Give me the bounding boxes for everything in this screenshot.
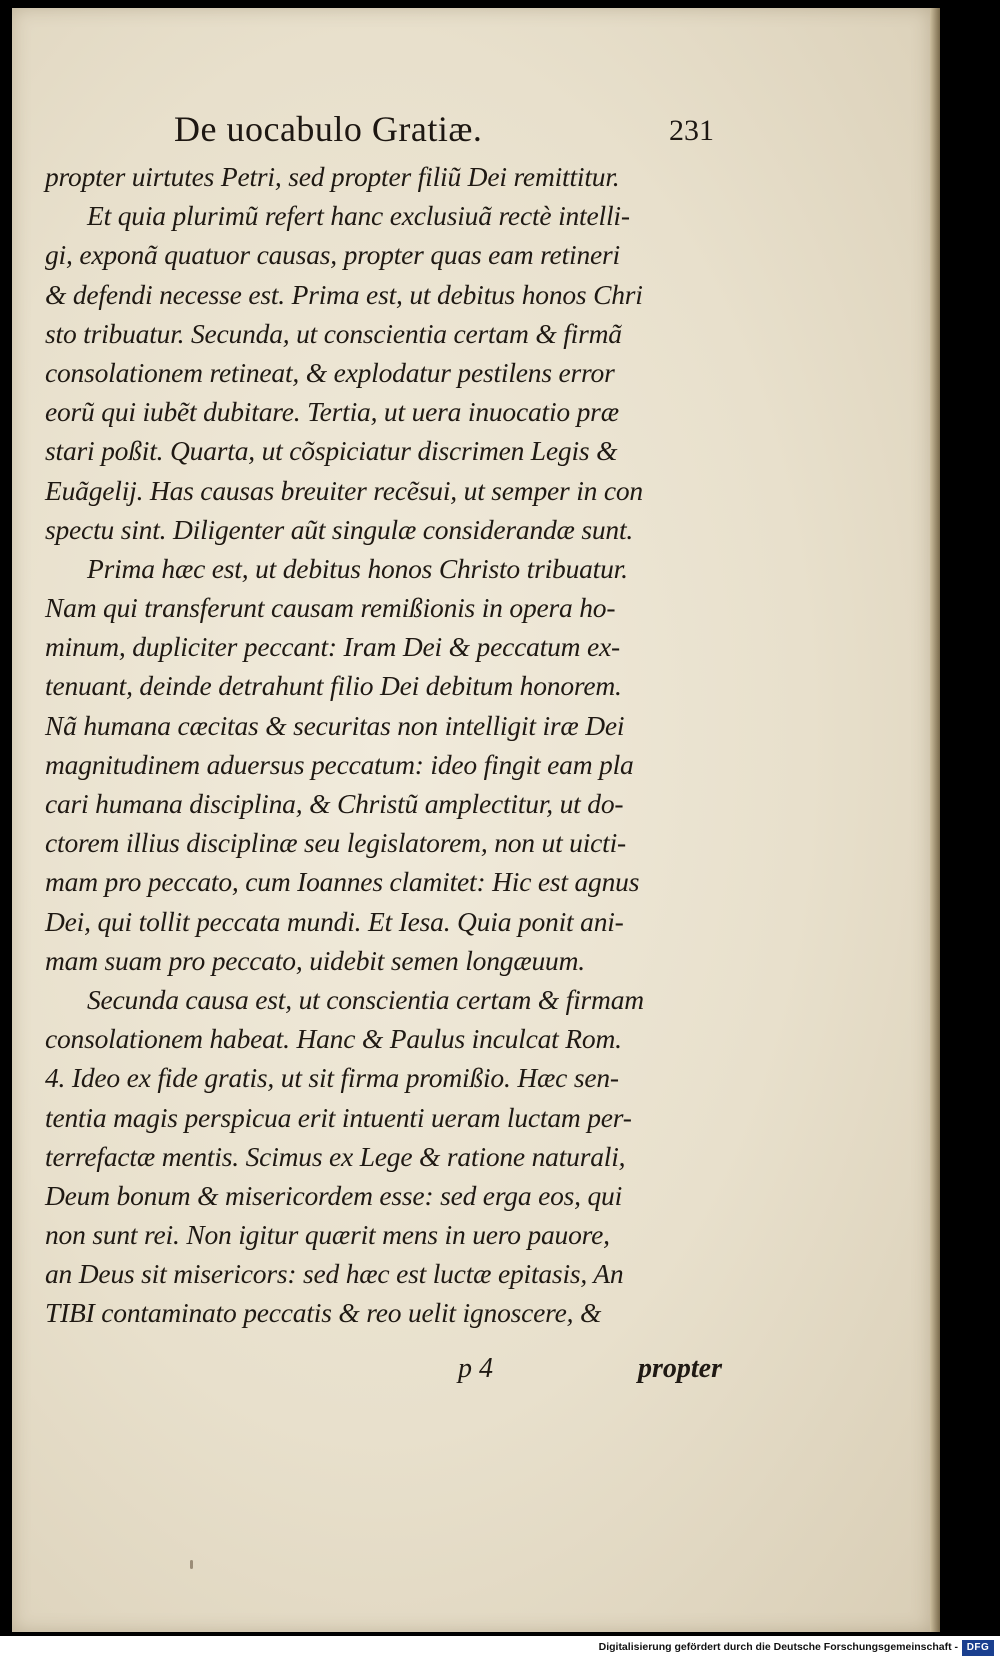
catchword: propter <box>638 1353 722 1384</box>
text-line: TIBI contaminato peccatis & reo uelit ignoscere, & <box>45 1297 602 1329</box>
page-number: 231 <box>669 114 714 147</box>
text-line: gi, exponã quatuor causas, propter quas eam retineri <box>45 239 620 271</box>
text-line: mam pro peccato, cum Ioannes clamitet: Hic est agnus <box>45 866 640 898</box>
running-head <box>162 108 722 158</box>
text-line: an Deus sit misericors: sed hæc est luctæ epitasis, An <box>45 1258 624 1290</box>
text-line: non sunt rei. Non igitur quærit mens in uero pauore, <box>45 1219 610 1251</box>
text-line: Prima hæc est, ut debitus honos Christo tribuatur. <box>87 552 628 584</box>
text-line: cari humana disciplina, & Christũ amplectitur, ut do- <box>45 788 624 819</box>
text-line: eorũ qui iubẽt dubitare. Tertia, ut uera inuocatio præ <box>45 396 619 428</box>
book-page <box>12 8 930 1632</box>
body-text <box>45 157 745 1333</box>
text-line: Euãgelij. Has causas breuiter recẽsui, ut semper in con <box>45 474 643 506</box>
text-line: terrefactæ mentis. Scimus ex Lege & ratione naturali, <box>45 1140 626 1172</box>
page-edge <box>930 8 940 1632</box>
text-line: Et quia plurimũ refert hanc exclusiuã rectè intelli- <box>87 200 630 232</box>
dfg-logo-icon: DFG <box>962 1640 994 1656</box>
text-line: Deum bonum & misericordem esse: sed erga eos, qui <box>45 1179 623 1211</box>
text-line: consolationem habeat. Hanc & Paulus inculcat Rom. <box>45 1023 622 1055</box>
text-line: Nã humana cæcitas & securitas non intelligit iræ Dei <box>45 709 625 741</box>
text-line: 4. Ideo ex fide gratis, ut sit firma promißio. Hæc sen- <box>45 1062 619 1094</box>
text-line: tentia magis perspicua erit intuenti ueram luctam per- <box>45 1101 632 1133</box>
text-line: ctorem illius disciplinæ seu legislatorem, non ut uicti- <box>45 827 627 859</box>
running-title: De uocabulo Gratiæ. <box>174 109 483 149</box>
text-line: spectu sint. Diligenter aũt singulæ considerandæ sunt. <box>45 513 634 545</box>
funding-credit: Digitalisierung gefördert durch die Deutsche Forschungsgemeinschaft - <box>598 1641 958 1653</box>
text-line: tenuant, deinde detrahunt filio Dei debitum honorem. <box>45 670 622 702</box>
paper-speck <box>190 1560 193 1569</box>
page-footer <box>442 1353 722 1393</box>
text-line: stari poßit. Quarta, ut cõspiciatur discrimen Legis & <box>45 435 618 467</box>
text-line: sto tribuatur. Secunda, ut conscientia certam & firmã <box>45 317 622 349</box>
credit-bar <box>0 1636 1000 1660</box>
text-line: & defendi necesse est. Prima est, ut debitus honos Chri <box>45 278 643 310</box>
text-line: Secunda causa est, ut conscientia certam & firmam <box>87 983 644 1015</box>
text-line: Dei, qui tollit peccata mundi. Et Iesa. Quia ponit ani- <box>45 905 624 937</box>
text-line: mam suam pro peccato, uidebit semen longæuum. <box>45 944 585 976</box>
text-line: minum, dupliciter peccant: Iram Dei & peccatum ex- <box>45 631 620 663</box>
text-line: magnitudinem aduersus peccatum: ideo fingit eam pla <box>45 748 634 780</box>
text-line: consolationem retineat, & explodatur pestilens error <box>45 356 615 388</box>
signature-mark: p 4 <box>458 1353 493 1384</box>
text-line: Nam qui transferunt causam remißionis in opera ho- <box>45 592 616 624</box>
text-line: propter uirtutes Petri, sed propter filiũ Dei remittitur. <box>45 161 620 192</box>
